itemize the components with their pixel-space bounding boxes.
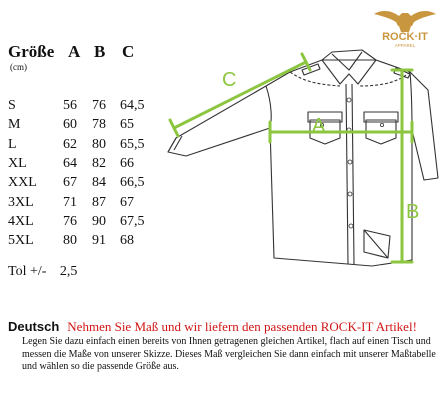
language-label: Deutsch [8, 319, 60, 334]
col-a-header: A [68, 42, 81, 61]
table-row: L 62 80 65,5 [8, 137, 145, 152]
tolerance [8, 264, 77, 280]
shirt-body [168, 60, 438, 266]
col-b-header: B [94, 42, 106, 61]
label-c: C [222, 69, 237, 91]
table-row: XXL 67 84 66,5 [8, 175, 145, 190]
button-icon [349, 224, 353, 228]
table-row: XL 64 82 66 [8, 156, 134, 171]
table-row: S 56 76 64,5 [8, 98, 145, 113]
table-row: 5XL 80 91 68 [8, 233, 134, 248]
description-heading [8, 318, 438, 336]
shirt-diagram [162, 40, 442, 270]
slogan: Nehmen Sie Maß und wir liefern den passenden ROCK-IT Artikel! [67, 319, 417, 334]
button-icon [347, 98, 351, 102]
tolerance-label: Tol +/- [8, 264, 47, 279]
unit-label: (cm) [10, 62, 27, 72]
table-row: M 60 78 65 [8, 117, 134, 132]
col-c-header: C [122, 42, 135, 61]
description-text: Legen Sie dazu einfach einen bereits von Ihnen getragenen gleichen Artikel, flach auf einen Tisch und messen die Maße von unserer Skizze. Dieses Maß vergleichen Sie dann einfach mit unserer Maßtabelle und wählen so die passende Größe aus. [22, 336, 436, 372]
logo-sub: APPAREL [394, 43, 416, 48]
table-row: 3XL 71 87 67 [8, 195, 134, 210]
table-row: 4XL 76 90 67,5 [8, 214, 145, 229]
button-icon [348, 192, 352, 196]
logo-brand: ROCK·IT [382, 31, 428, 43]
button-icon [348, 160, 352, 164]
label-a: A [312, 115, 326, 137]
label-b: B [406, 201, 420, 223]
tolerance-value: 2,5 [59, 264, 78, 279]
size-heading: Größe [8, 42, 55, 61]
